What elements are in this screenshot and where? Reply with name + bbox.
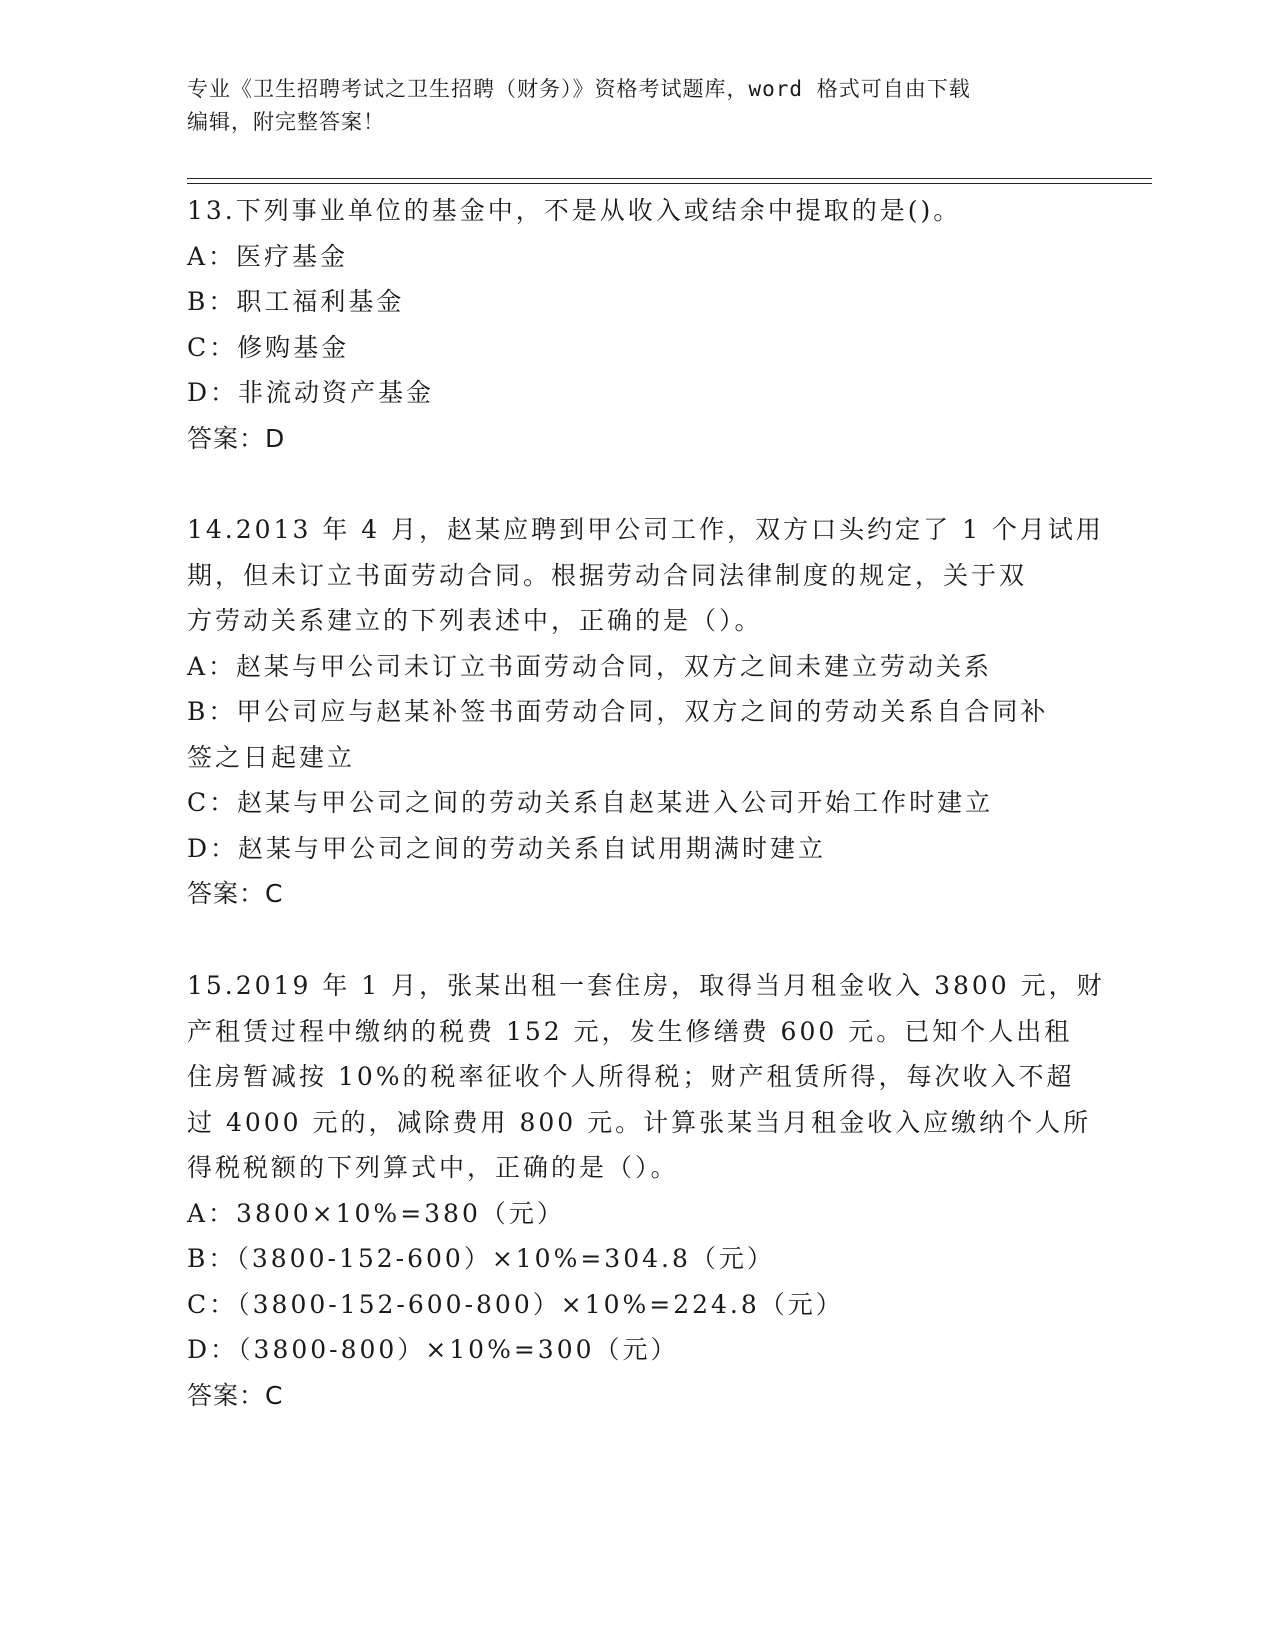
option-a: A：3800×10%=380（元）	[187, 1198, 565, 1228]
question-stem-line: 13.下列事业单位的基金中，不是从收入或结余中提取的是()。	[187, 196, 962, 225]
question-15	[187, 963, 1105, 1418]
option-c: C：赵某与甲公司之间的劳动关系自赵某进入公司开始工作时建立	[187, 788, 994, 817]
header-line-1: 专业《卫生招聘考试之卫生招聘（财务）》资格考试题库，word 格式可自由下载	[187, 77, 971, 101]
question-stem-line: 住房暂减按 10%的税率征收个人所得税；财产租赁所得，每次收入不超	[187, 1062, 1075, 1091]
question-stem-line: 过 4000 元的，减除费用 800 元。计算张某当月租金收入应缴纳个人所	[187, 1107, 1092, 1137]
answer: 答案：D	[187, 423, 286, 453]
question-stem-line: 产租赁过程中缴纳的税费 152 元，发生修缮费 600 元。已知个人出租	[187, 1016, 1073, 1046]
question-stem-line: 14.2013 年 4 月，赵某应聘到甲公司工作，双方口头约定了 1 个月试用	[187, 515, 1104, 544]
document-header	[187, 73, 1067, 139]
question-14	[187, 507, 1104, 917]
option-b: B：甲公司应与赵某补签书面劳动合同，双方之间的劳动关系自合同补	[187, 697, 1049, 726]
header-divider-bottom	[187, 183, 1152, 184]
answer: 答案：C	[187, 1380, 284, 1410]
question-stem-line: 15.2019 年 1 月，张某出租一套住房，取得当月租金收入 3800 元，财	[187, 971, 1105, 1000]
option-d: D：赵某与甲公司之间的劳动关系自试用期满时建立	[187, 833, 827, 863]
question-stem-line: 方劳动关系建立的下列表述中，正确的是（）。	[187, 606, 763, 635]
option-b-continued: 签之日起建立	[187, 742, 356, 772]
header-line-2: 编辑，附完整答案！	[187, 110, 385, 134]
question-13	[187, 188, 1087, 461]
option-d: D：非流动资产基金	[187, 378, 435, 407]
option-c: C：（3800-152-600-800）×10%=224.8（元）	[187, 1289, 844, 1319]
question-stem-line: 期，但未订立书面劳动合同。根据劳动合同法律制度的规定，关于双	[187, 560, 1028, 590]
option-c: C：修购基金	[187, 332, 350, 362]
option-d: D：（3800-800）×10%=300（元）	[187, 1335, 679, 1364]
answer: 答案：C	[187, 879, 284, 908]
question-stem-line: 得税税额的下列算式中，正确的是（）。	[187, 1153, 679, 1182]
option-a: A：赵某与甲公司未订立书面劳动合同，双方之间未建立劳动关系	[187, 651, 993, 681]
option-b: B：职工福利基金	[187, 287, 405, 316]
option-b: B：（3800-152-600）×10%=304.8（元）	[187, 1244, 775, 1273]
option-a: A：医疗基金	[187, 241, 349, 271]
header-divider-top	[187, 178, 1152, 179]
